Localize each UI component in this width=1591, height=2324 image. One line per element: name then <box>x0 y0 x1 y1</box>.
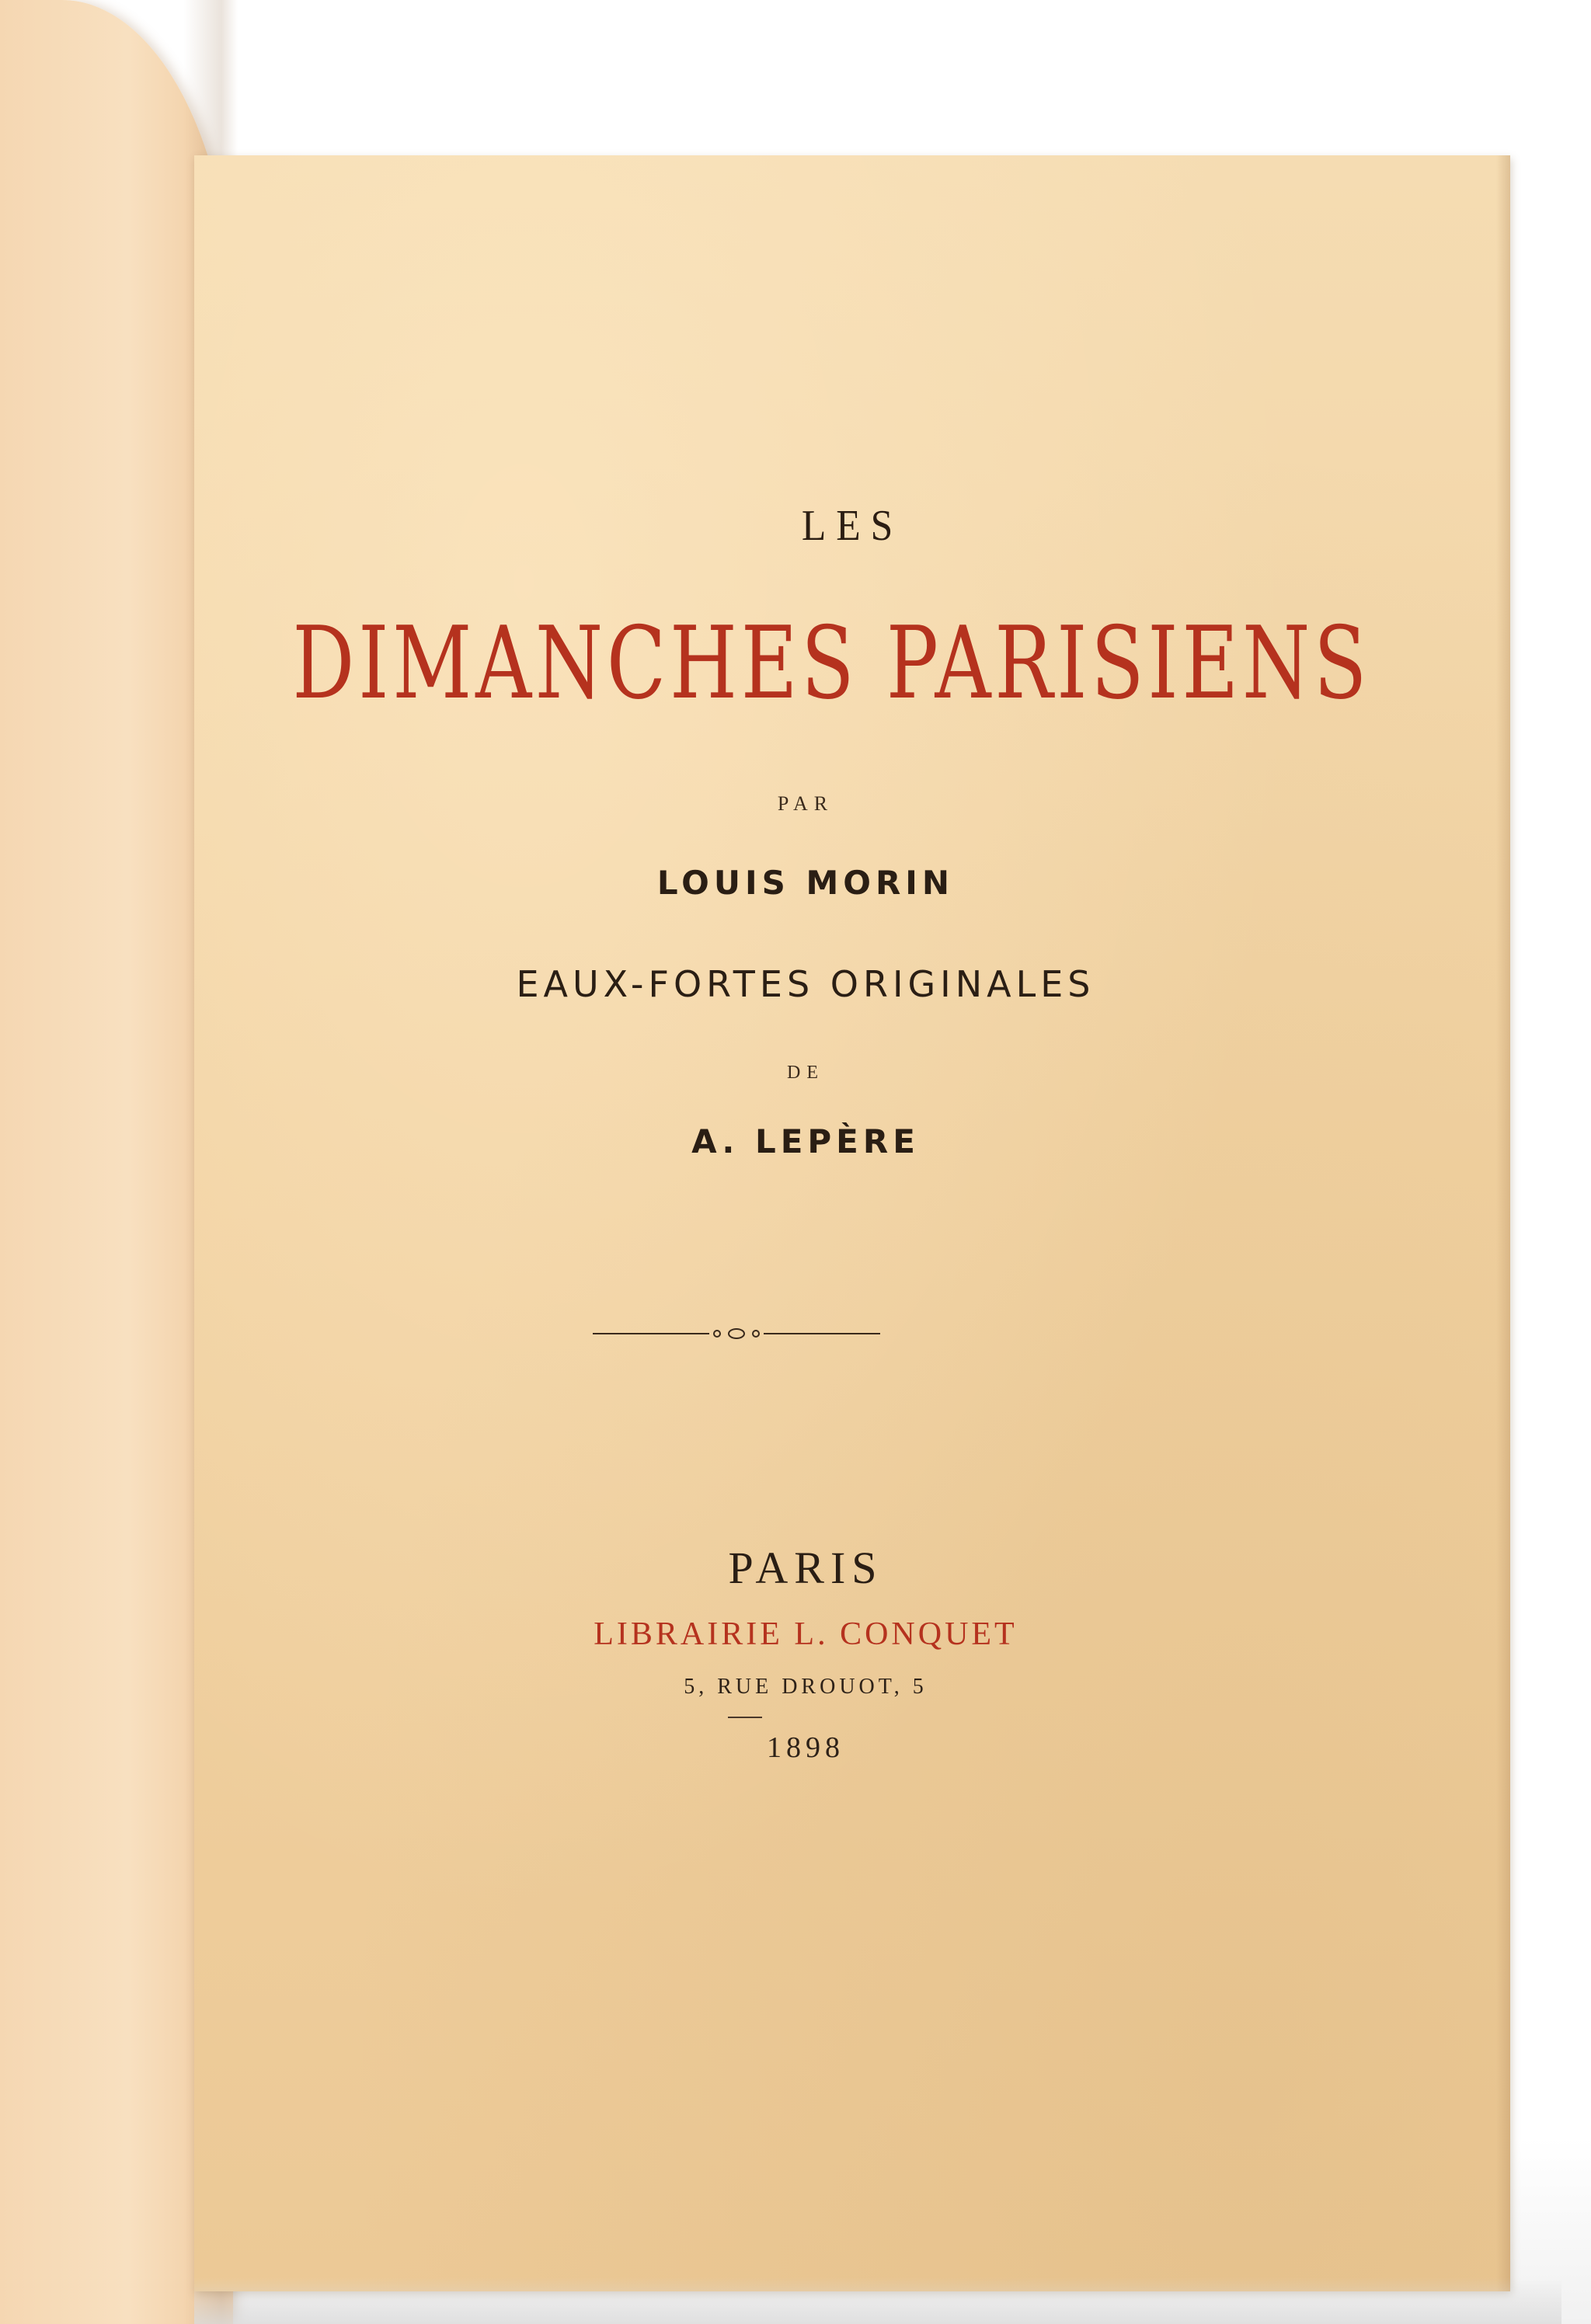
ornament-rule <box>593 1324 880 1343</box>
artist-name: A. LEPÈRE <box>691 1122 920 1160</box>
book-stand <box>194 2277 1561 2324</box>
title-page-content <box>194 155 1510 2291</box>
publication-year: 1898 <box>767 1731 844 1764</box>
short-divider <box>728 1717 762 1718</box>
title-page <box>194 155 1510 2291</box>
by-label: PAR <box>777 792 834 815</box>
publisher-name: LIBRAIRIE L. CONQUET <box>594 1616 1018 1652</box>
publication-city: PARIS <box>728 1543 883 1593</box>
book-title: DIMANCHES PARISIENS <box>292 606 1371 722</box>
publisher-address: 5, RUE DROUOT, 5 <box>684 1675 928 1699</box>
title-prefix: LES <box>801 502 903 550</box>
of-label: DE <box>787 1063 824 1083</box>
book-subtitle: EAUX-FORTES ORIGINALES <box>516 963 1095 1005</box>
author-name: LOUIS MORIN <box>656 864 955 902</box>
